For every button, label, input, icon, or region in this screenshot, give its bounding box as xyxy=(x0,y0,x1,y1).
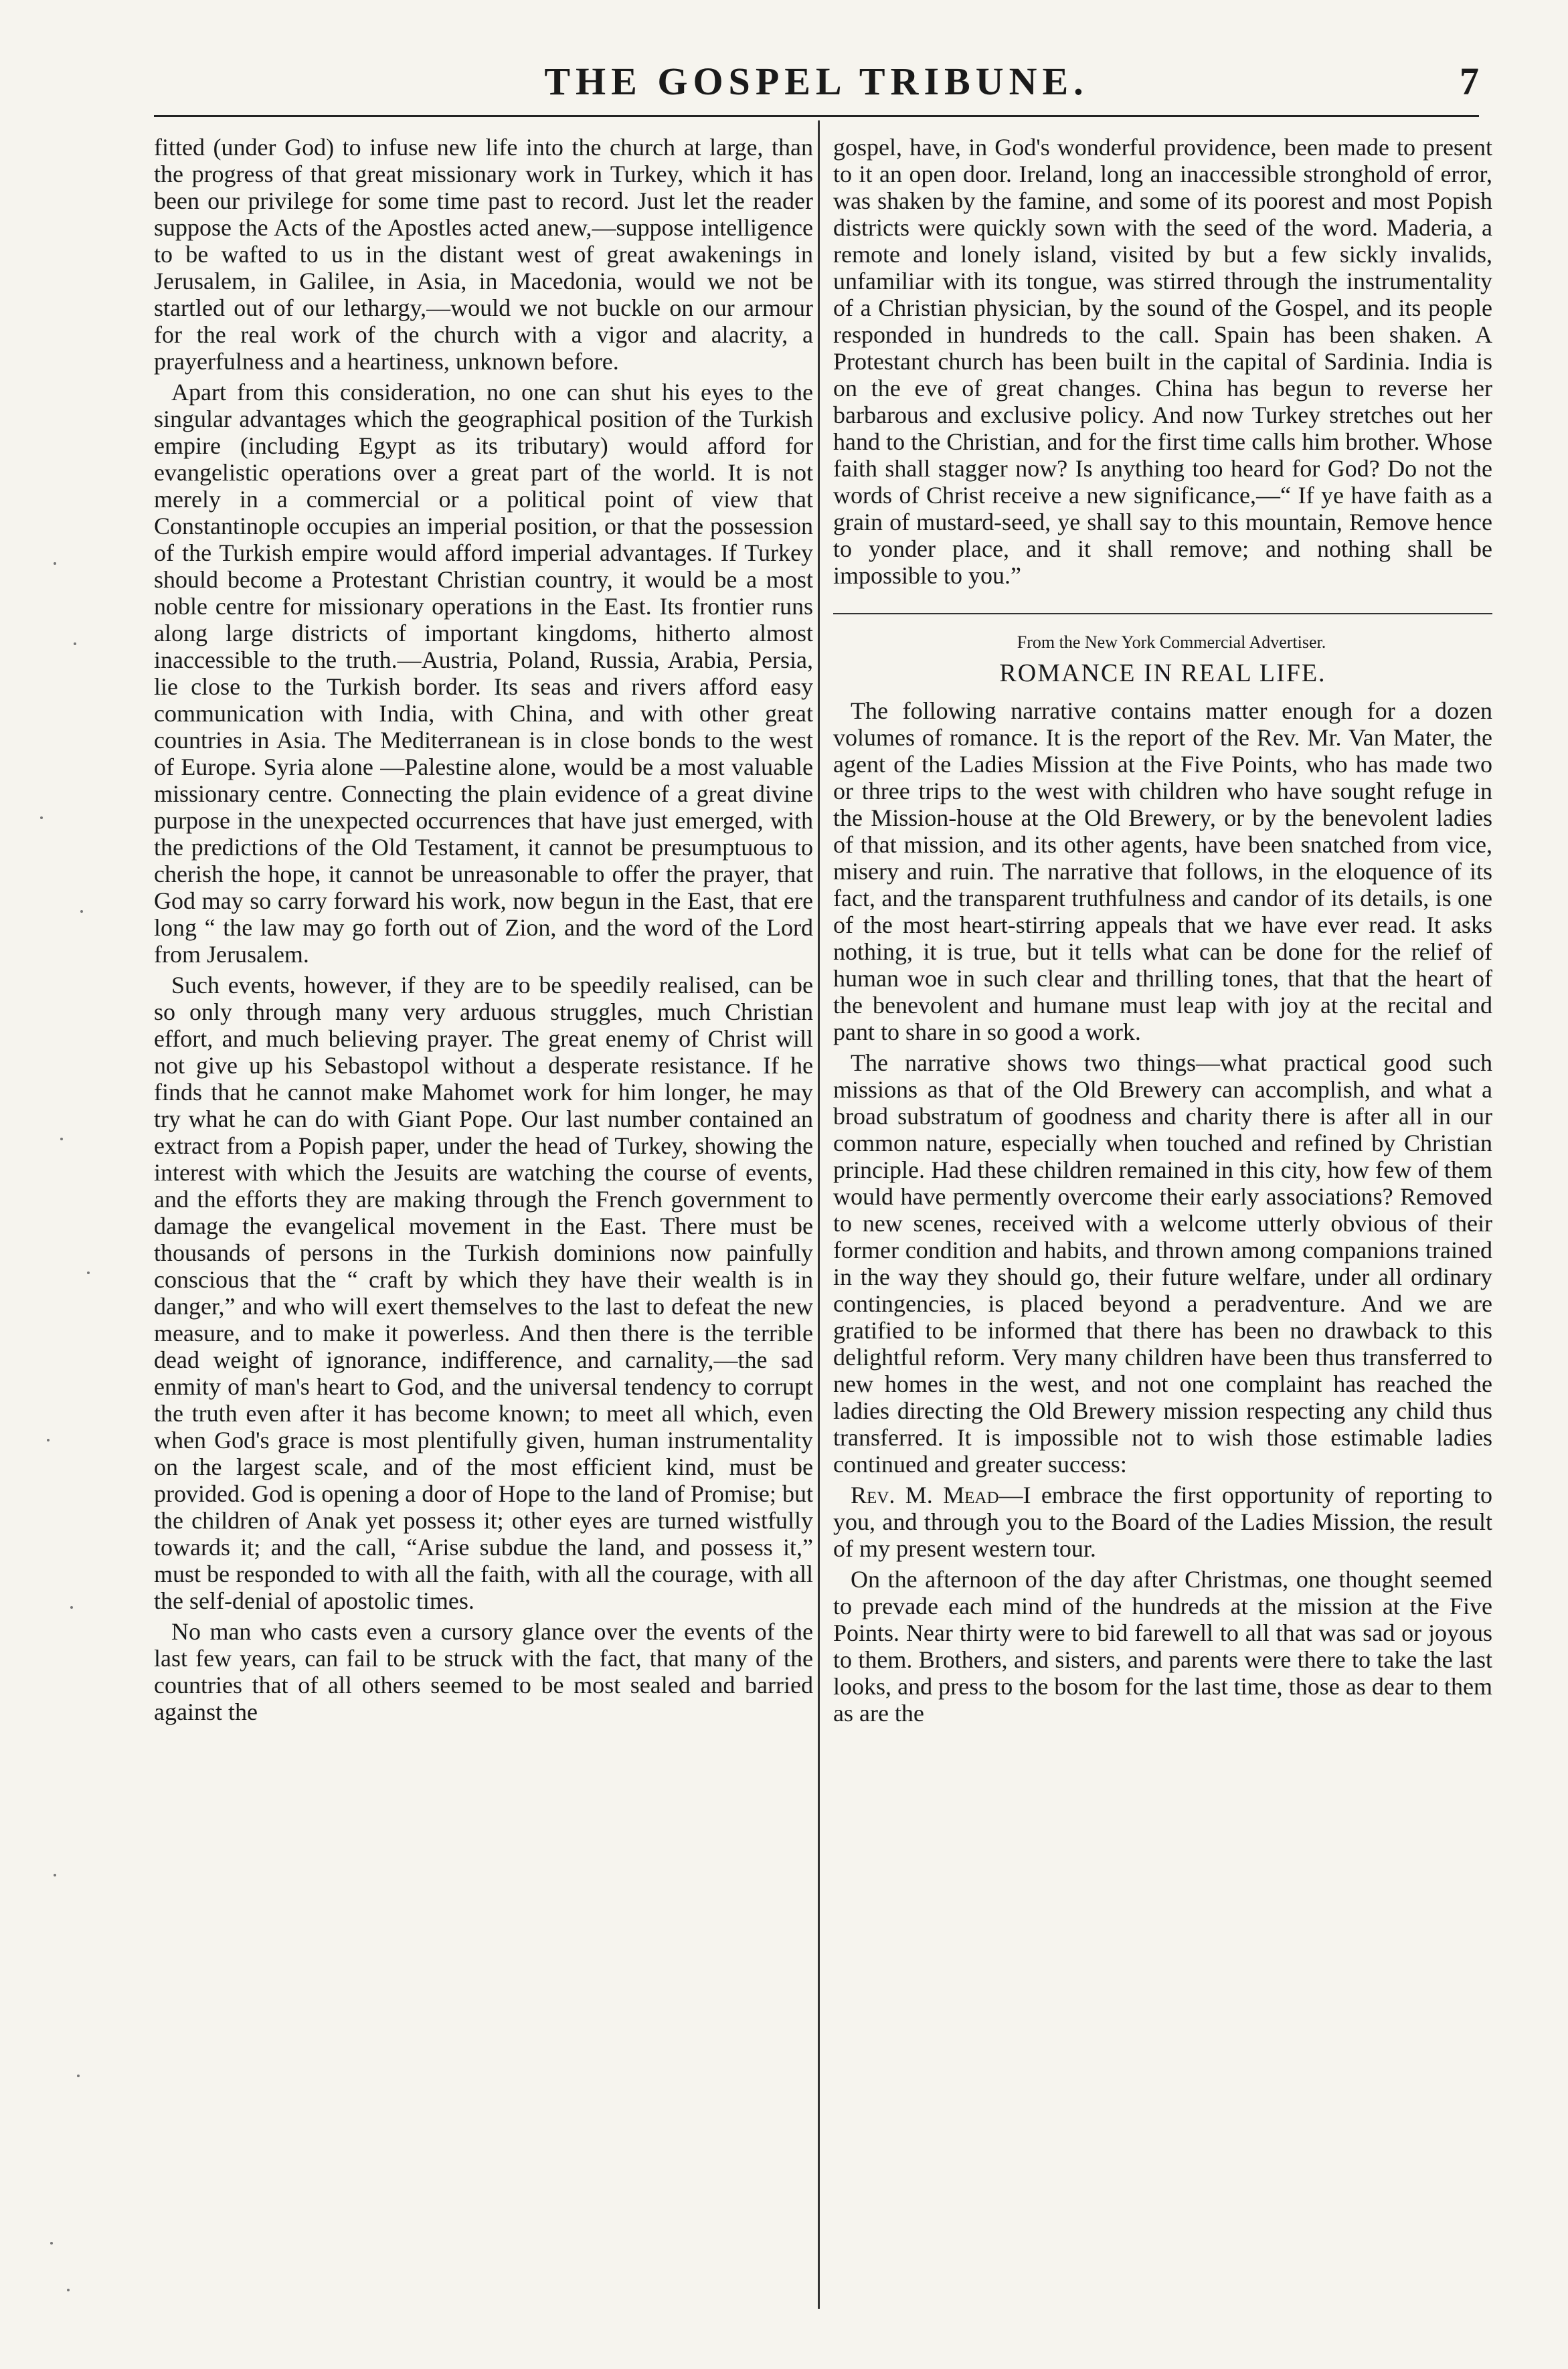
margin-speck xyxy=(54,562,56,565)
margin-speck xyxy=(47,1439,50,1441)
letter-paragraph xyxy=(833,1482,1492,1562)
margin-speck xyxy=(40,816,43,819)
salutation: Rev. M. Mead xyxy=(851,1482,999,1508)
margin-marks xyxy=(13,535,94,2342)
paragraph: gospel, have, in God's wonderful providence, been made to present to it an open door. Ireland, long an inaccessible stronghold of error, was shaken by the famine, and some of its poorest and most Popish districts were quickly sown with the seed of the word. Maderia, a remote and lonely island, visited by but a few sickly invalids, unfamiliar with its tongue, was stirred through the instrumentality of a Christian physician, by the sound of the Gospel, and its people responded in hundreds to the call. Spain has been shaken. A Protestant church has been built in the capital of Sardinia. India is on the eve of great changes. China has begun to reverse her barbarous and exclusive policy. And now Turkey stretches out her hand to the Christian, and for the first time calls him brother. Whose faith shall stagger now? Is anything too heard for God? Do not the words of Christ receive a new significance,—“ If ye have faith as a grain of mustard-seed, ye shall say to this mountain, Remove hence to yonder place, and it shall remove; and nothing shall be impossible to you.” xyxy=(833,134,1492,589)
section-divider xyxy=(833,613,1492,614)
paragraph: Such events, however, if they are to be speedily realised, can be so only through many very arduous struggles, much Christian effort, and much believing prayer. The great enemy of Christ will not give up his Sebastopol without a desperate resistance. If he finds that he cannot make Mahomet work for him longer, he may try what he can do with Giant Pope. Our last number contained an extract from a Popish paper, under the head of Turkey, showing the interest with which the Jesuits are watching the course of events, and the efforts they are making through the French government to damage the evangelical movement in the East. There must be thousands of persons in the Turkish dominions now painfully conscious that the “ craft by which they have their wealth is in danger,” and who will exert themselves to the last to defeat the new measure, and to make it powerless. And then there is the terrible dead weight of ignorance, indifference, and carnality,—the sad enmity of man's heart to God, and the universal tendency to corrupt the truth even after it has become known; to meet all which, even when God's grace is most plentifully given, human instrumentality on the largest scale, and of the most efficient kind, must be provided. God is opening a door of Hope to the land of Promise; but the children of Anak yet possess it; other eyes are turned wistfully towards it; and the call, “Arise subdue the land, and possess it,” must be responded to with all the faith, with all the courage, with all the self-denial of apostolic times. xyxy=(154,972,813,1614)
article-source: From the New York Commercial Advertiser. xyxy=(1017,632,1326,652)
column-divider xyxy=(818,120,820,2309)
margin-speck xyxy=(50,2242,53,2245)
masthead xyxy=(154,54,1479,114)
paragraph: The narrative shows two things—what practical good such missions as that of the Old Brewery can accomplish, and what a broad substratum of goodness and charity there is after all in our common nature, especially when touched and refined by Christian principle. Had these children remained in this city, how few of them would have permently overcome their early associations? Removed to new scenes, received with a welcome utterly obvious of their former condition and habits, and thrown among companions trained in the way they should go, their future welfare, under all ordinary contingencies, is placed beyond a peradventure. And we are gratified to be informed that there has been no drawback to this delightful reform. Very many children have been thus transferred to new homes in the west, and not one complaint has reached the ladies directing the Old Brewery mission respecting any child thus transferred. It is impossible not to wish those estimable ladies continued and greater success: xyxy=(833,1049,1492,1478)
margin-speck xyxy=(54,1874,56,1876)
paragraph: No man who casts even a cursory glance over the events of the last few years, can fail to be struck with the fact, that many of the countries that of all others seemed to be most sealed and barried against the xyxy=(154,1618,813,1725)
paragraph: Apart from this consideration, no one can shut his eyes to the singular advantages which the geographical position of the Turkish empire (including Egypt as its tributary) would afford for evangelistic operations over a great part of the world. It is not merely in a commercial or a political point of view that Constantinople occupies an imperial position, or that the possession of the Turkish empire would afford imperial advantages. If Turkey should become a Protestant Christian country, it would be a most noble centre for missionary operations in the East. Its frontier runs along large districts of important kingdoms, hitherto almost inaccessible to the truth.—Austria, Poland, Russia, Arabia, Persia, lie close to the Turkish border. Its seas and rivers afford easy communication with India, with China, and with other great countries in Asia. The Mediterranean is in close bonds to the west of Europe. Syria alone —Palestine alone, would be a most valuable missionary centre. Connecting the plain evidence of a great divine purpose in the unexpected occurrences that have just emerged, with the predictions of the Old Testament, it cannot be presumptuous to cherish the hope, it cannot be unreasonable to offer the prayer, that God may so carry forward his work, now begun in the East, that ere long “ the law may go forth out of Zion, and the word of the Lord from Jerusalem. xyxy=(154,379,813,968)
newspaper-title: THE GOSPEL TRIBUNE. xyxy=(544,60,1089,103)
margin-speck xyxy=(77,2075,80,2077)
margin-speck xyxy=(70,1606,73,1609)
article-title: ROMANCE IN REAL LIFE. xyxy=(999,659,1326,687)
margin-speck xyxy=(67,2289,70,2291)
paragraph: The following narrative contains matter enough for a dozen volumes of romance. It is the report of the Rev. Mr. Van Mater, the agent of the Ladies Mission at the Five Points, who has made two or three trips to the west with children who have sought refuge in the Mission-house at the Old Brewery, or by the benevolent ladies of that mission, and its other agents, have been snatched from vice, misery and ruin. The narrative that follows, in the eloquence of its fact, and the transparent truthfulness and candor of its details, is one of the most heart-stirring appeals that we have ever read. It asks nothing, it is true, but it tells what can be done for the relief of human woe in such clear and thrilling tones, that that the heart of the benevolent and humane must leap with joy at the recital and pant to share in so good a work. xyxy=(833,697,1492,1045)
margin-speck xyxy=(60,1138,63,1140)
right-column xyxy=(833,134,1492,2315)
letter-text: —I embrace the first opportunity of reporting to you, and through you to the Board of the Ladies Mission, the result of my present western tour. xyxy=(833,1482,1492,1562)
margin-speck xyxy=(80,910,83,913)
left-column xyxy=(154,134,813,2315)
margin-speck xyxy=(87,1271,90,1274)
paragraph: On the afternoon of the day after Christmas, one thought seemed to prevade each mind of the hundreds at the mission at the Five Points. Near thirty were to bid farewell to all that was sad or joyous to them. Brothers, and sisters, and parents were there to take the last looks, and press to the bosom for the last time, those as dear to them as are the xyxy=(833,1566,1492,1727)
header-rule xyxy=(154,115,1479,117)
page-number: 7 xyxy=(1460,60,1479,103)
margin-speck xyxy=(74,642,76,645)
paragraph: fitted (under God) to infuse new life into the church at large, than the progress of that great missionary work in Turkey, which it has been our privilege for some time past to record. Just let the reader suppose the Acts of the Apostles acted anew,—suppose intelligence to be wafted to us in the distant west of great awakenings in Jerusalem, in Galilee, in Asia, in Macedonia, would we not be startled out of our lethargy,—would we not buckle on our armour for the real work of the church with a vigor and alacrity, a prayerfulness and a heartiness, unknown before. xyxy=(154,134,813,375)
